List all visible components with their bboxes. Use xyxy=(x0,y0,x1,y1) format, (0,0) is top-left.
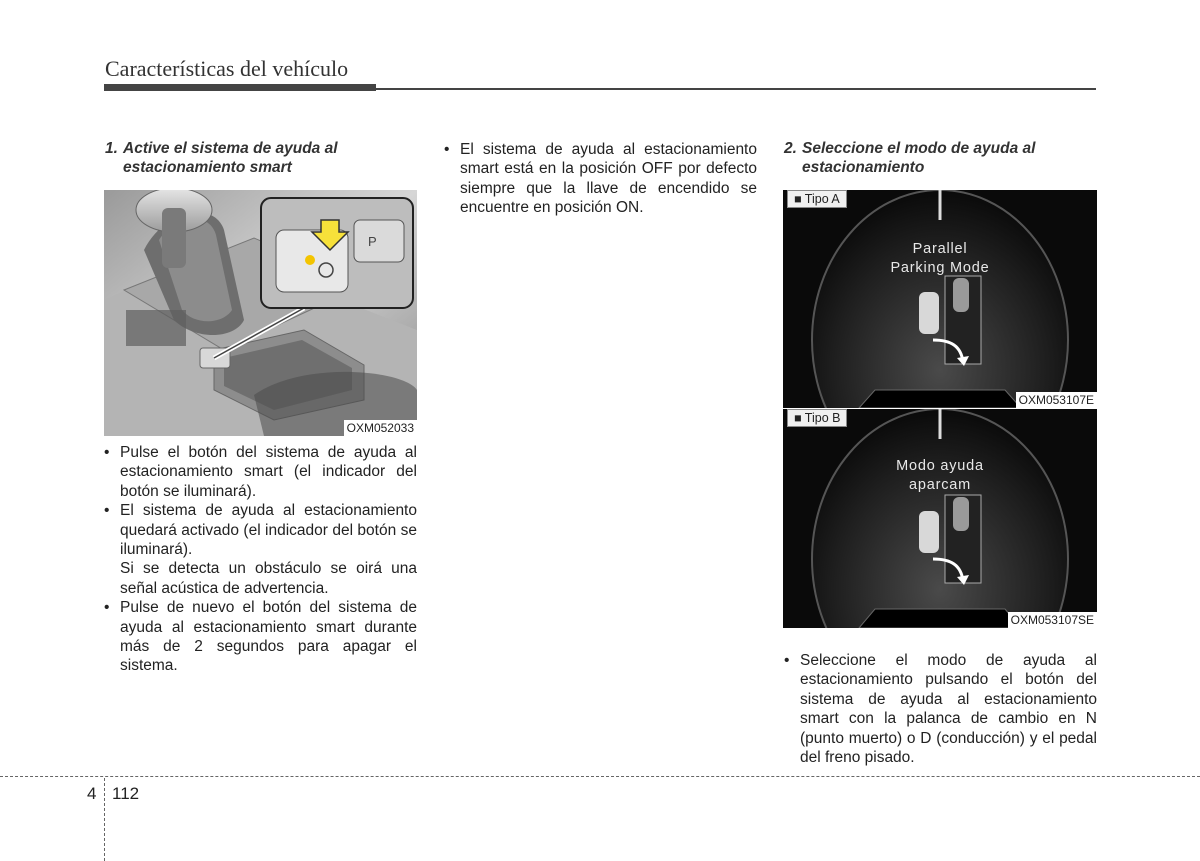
step-line-2: estacionamiento smart xyxy=(123,159,292,176)
figure-caption: OXM053107E xyxy=(1016,392,1097,408)
step-line-1: Seleccione el modo de ayuda al xyxy=(802,140,1036,157)
bullet-subparagraph: Si se detecta un obstáculo se oirá una señal acústica de advertencia. xyxy=(120,560,417,597)
bullet-item: • Seleccione el modo de ayuda al estacionamiento pulsando el botón del sistema de ayuda al estacionamiento smart con la palanca de cambio en N (punto muerto) o D (conducción) y el pedal del freno pisado. xyxy=(784,651,1097,767)
figure-tipo-b xyxy=(783,409,1097,628)
header-rule-thick xyxy=(104,84,376,91)
chapter-number: 4 xyxy=(87,784,97,803)
bullet-item: • Pulse de nuevo el botón del sistema de ayuda al estacionamiento smart durante más de 2 segundos para apagar el sistema. xyxy=(104,598,417,676)
bullet-item: • El sistema de ayuda al estacionamiento quedará activado (el indicador del botón se iluminará). xyxy=(104,501,417,559)
footer-divider xyxy=(0,776,1200,777)
footer-vertical-divider xyxy=(104,778,105,861)
bullet-item: • Pulse el botón del sistema de ayuda al estacionamiento smart (el indicador del botón se iluminará). xyxy=(104,443,417,501)
gear-console-illustration xyxy=(104,190,417,436)
step-line-2: estacionamiento xyxy=(802,159,925,176)
display-text-line-2: aparcam xyxy=(908,477,971,493)
step-1-heading xyxy=(105,139,425,177)
figure-tipo-a xyxy=(783,190,1097,408)
svg-text:P: P xyxy=(368,234,377,249)
cluster-display-b xyxy=(783,409,1097,628)
right-column-text xyxy=(784,651,1097,767)
figure-caption: OXM053107SE xyxy=(1008,612,1097,628)
left-column-text xyxy=(104,443,417,676)
step-line-1: Active el sistema de ayuda al xyxy=(123,140,338,157)
step-number: 1. xyxy=(105,140,118,157)
tipo-a-label: ■ Tipo A xyxy=(787,190,847,208)
page-header-title: Características del vehículo xyxy=(105,56,349,81)
display-text-line-2: Parking Mode xyxy=(890,260,990,276)
figure-gear-console xyxy=(104,190,417,436)
step-2-heading xyxy=(784,139,1104,177)
cluster-display-a xyxy=(783,190,1097,408)
display-text-line-1: Parallel xyxy=(912,241,968,257)
header-rule-thin xyxy=(376,88,1096,90)
tipo-b-label: ■ Tipo B xyxy=(787,409,847,427)
display-text-line-1: Modo ayuda xyxy=(896,458,984,474)
page-number: 112 xyxy=(112,784,140,803)
middle-column-text xyxy=(444,140,757,218)
bullet-item: • El sistema de ayuda al estacionamiento smart está en la posición OFF por defecto siempre que la llave de encendido se encuentre en posición ON. xyxy=(444,140,757,218)
figure-caption: OXM052033 xyxy=(344,420,417,436)
step-number: 2. xyxy=(784,140,797,157)
